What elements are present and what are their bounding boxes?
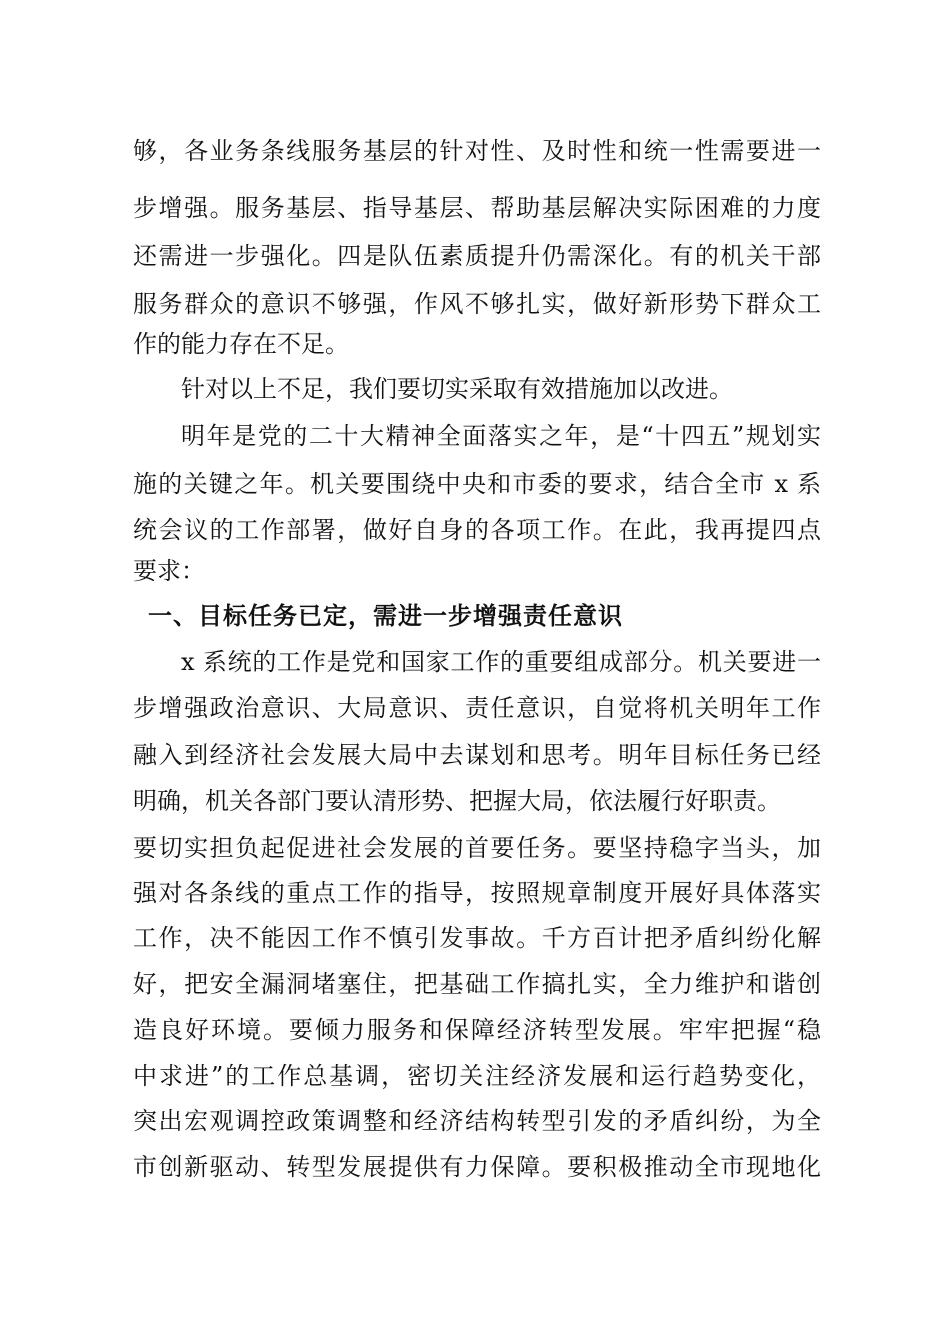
paragraph-first-line: 明年是党的二十大精神全面落实之年，是“十四五”规划实 xyxy=(181,422,821,450)
body-text-line: 作的能力存在不足。 xyxy=(133,330,349,358)
body-text-line: 步增强。服务基层、指导基层、帮助基层解决实际困难的力度 xyxy=(133,194,821,222)
body-text-line: 工作，决不能因工作不慎引发事故。千方百计把矛盾纠纷化解 xyxy=(133,924,821,952)
body-text-line: 施的关键之年。机关要围绕中央和市委的要求，结合全市 x 系 xyxy=(133,470,821,498)
section-heading: 一、目标任务已定，需进一步增强责任意识 xyxy=(148,602,623,630)
body-text-line: 市创新驱动、转型发展提供有力保障。要积极推动全市现地化 xyxy=(133,1153,821,1181)
body-text-line: 突出宏观调控政策调整和经济结构转型引发的矛盾纠纷，为全 xyxy=(133,1107,821,1135)
paragraph-first-line: x 系统的工作是党和国家工作的重要组成部分。机关要进一 xyxy=(181,648,821,676)
body-text-line: 融入到经济社会发展大局中去谋划和思考。明年目标任务已经 xyxy=(133,741,821,769)
body-text-line: 服务群众的意识不够强，作风不够扎实，做好新形势下群众工 xyxy=(133,290,821,318)
body-text-line: 中求进”的工作总基调，密切关注经济发展和运行趋势变化， xyxy=(133,1062,821,1090)
body-text-line: 够，各业务条线服务基层的针对性、及时性和统一性需要进一 xyxy=(133,137,821,165)
body-text-line: 明确，机关各部门要认清形势、把握大局，依法履行好职责。 xyxy=(133,787,781,815)
body-text-line: 要切实担负起促进社会发展的首要任务。要坚持稳字当头，加 xyxy=(133,834,821,862)
body-text-line: 造良好环境。要倾力服务和保障经济转型发展。牢牢把握“稳 xyxy=(133,1016,821,1044)
body-text-line: 要求： xyxy=(133,557,205,585)
body-text-line: 步增强政治意识、大局意识、责任意识，自觉将机关明年工作 xyxy=(133,694,821,722)
body-text-line: 统会议的工作部署，做好自身的各项工作。在此，我再提四点 xyxy=(133,516,821,544)
body-text-line: 还需进一步强化。四是队伍素质提升仍需深化。有的机关干部 xyxy=(133,242,821,270)
body-text-line: 强对各条线的重点工作的指导，按照规章制度开展好具体落实 xyxy=(133,879,821,907)
paragraph-first-line: 针对以上不足，我们要切实采取有效措施加以改进。 xyxy=(181,375,733,403)
body-text-line: 好，把安全漏洞堵塞住，把基础工作搞扎实，全力维护和谐创 xyxy=(133,970,821,998)
